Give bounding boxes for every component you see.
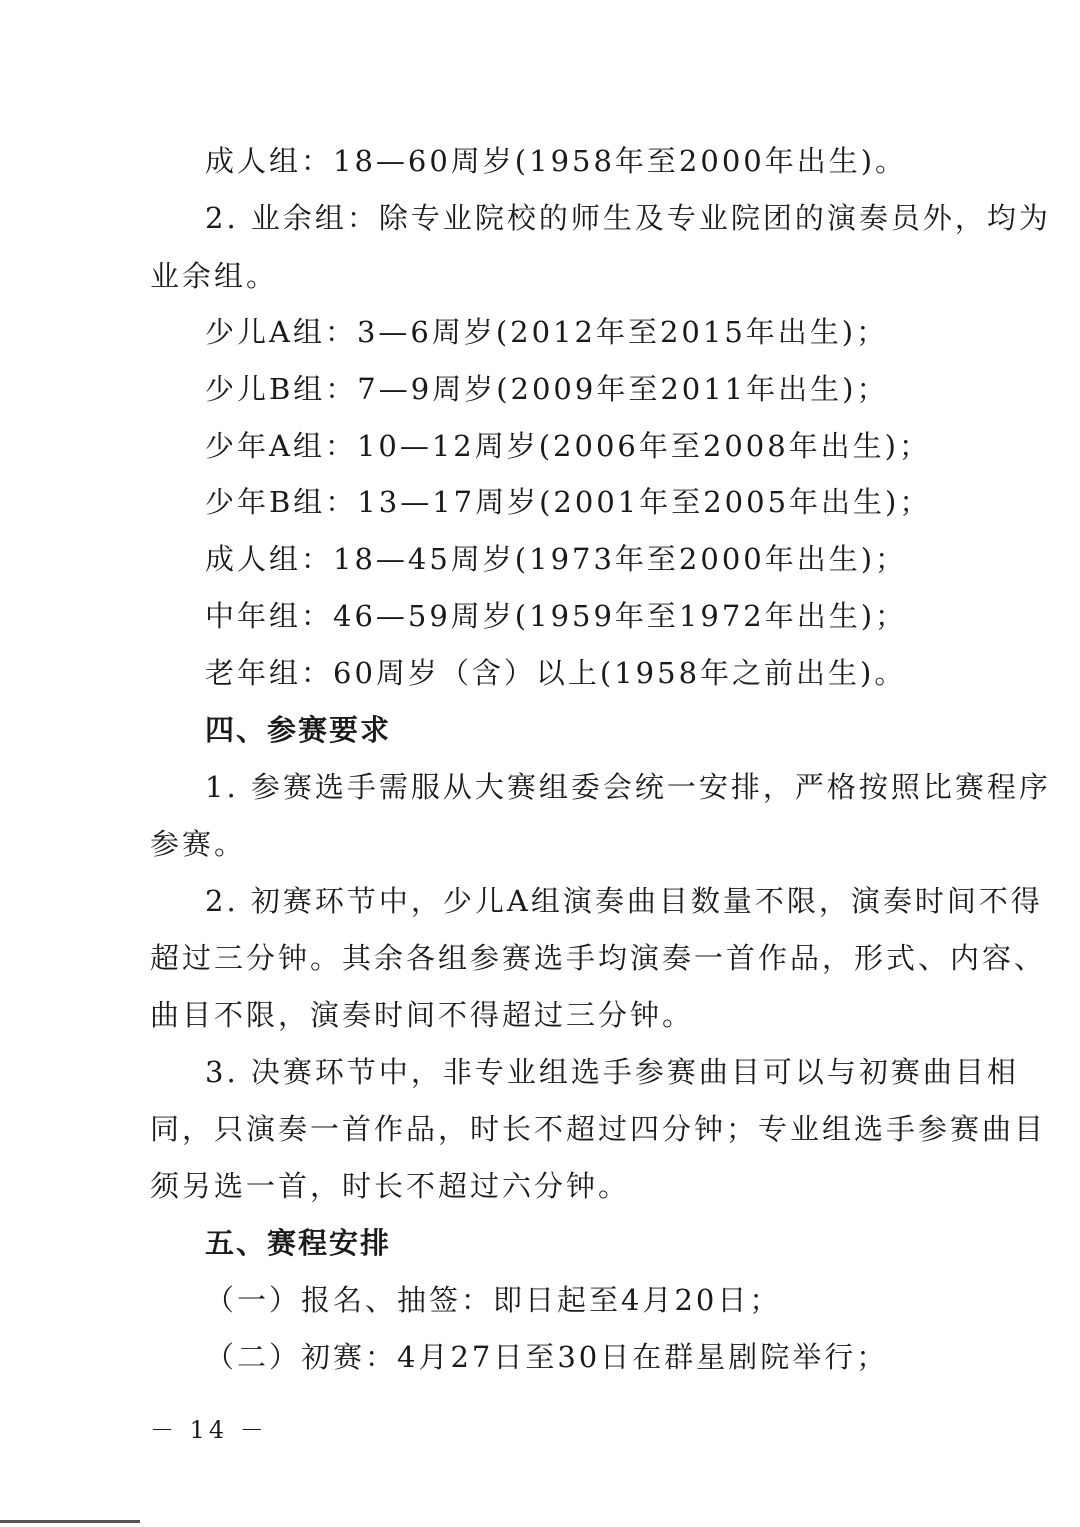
text-line: （二）初赛：4月27日至30日在群星剧院举行；	[205, 1340, 889, 1374]
text-line: 2. 业余组：除专业院校的师生及专业院团的演奏员外，均为	[205, 201, 1051, 235]
text-line: 少年B组：13—17周岁(2001年至2005年出生)；	[205, 485, 932, 519]
bottom-edge-rule	[0, 1520, 140, 1523]
text-line: 业余组。	[150, 259, 279, 293]
text-line: 曲目不限，演奏时间不得超过三分钟。	[150, 998, 695, 1032]
text-line: 中年组：46—59周岁(1959年至1972年出生)；	[205, 599, 908, 633]
text-line: 须另选一首，时长不超过六分钟。	[150, 1169, 631, 1203]
text-line: 1. 参赛选手需服从大赛组委会统一安排，严格按照比赛程序	[205, 770, 1051, 804]
section-heading: 五、赛程安排	[205, 1226, 392, 1260]
text-line: 2. 初赛环节中，少儿A组演奏曲目数量不限，演奏时间不得	[205, 884, 1043, 918]
text-line: 成人组：18—60周岁(1958年至2000年出生)。	[205, 144, 908, 178]
text-line: 少儿A组：3—6周岁(2012年至2015年出生)；	[205, 315, 889, 349]
text-line: 3. 决赛环节中，非专业组选手参赛曲目可以与初赛曲目相	[205, 1055, 1019, 1089]
text-line: 少儿B组：7—9周岁(2009年至2011年出生)；	[205, 372, 889, 406]
text-line: 超过三分钟。其余各组参赛选手均演奏一首作品，形式、内容、	[150, 941, 1047, 975]
text-line: （一）报名、抽签：即日起至4月20日；	[205, 1283, 782, 1317]
text-line: 同，只演奏一首作品，时长不超过四分钟；专业组选手参赛曲目	[150, 1112, 1047, 1146]
page-number: － 14 －	[150, 1416, 268, 1444]
text-line: 参赛。	[150, 827, 247, 861]
text-line: 老年组：60周岁（含）以上(1958年之前出生)。	[205, 656, 907, 690]
text-line: 成人组：18—45周岁(1973年至2000年出生)；	[205, 542, 908, 576]
text-line: 少年A组：10—12周岁(2006年至2008年出生)；	[205, 429, 931, 463]
section-heading: 四、参赛要求	[205, 713, 392, 747]
